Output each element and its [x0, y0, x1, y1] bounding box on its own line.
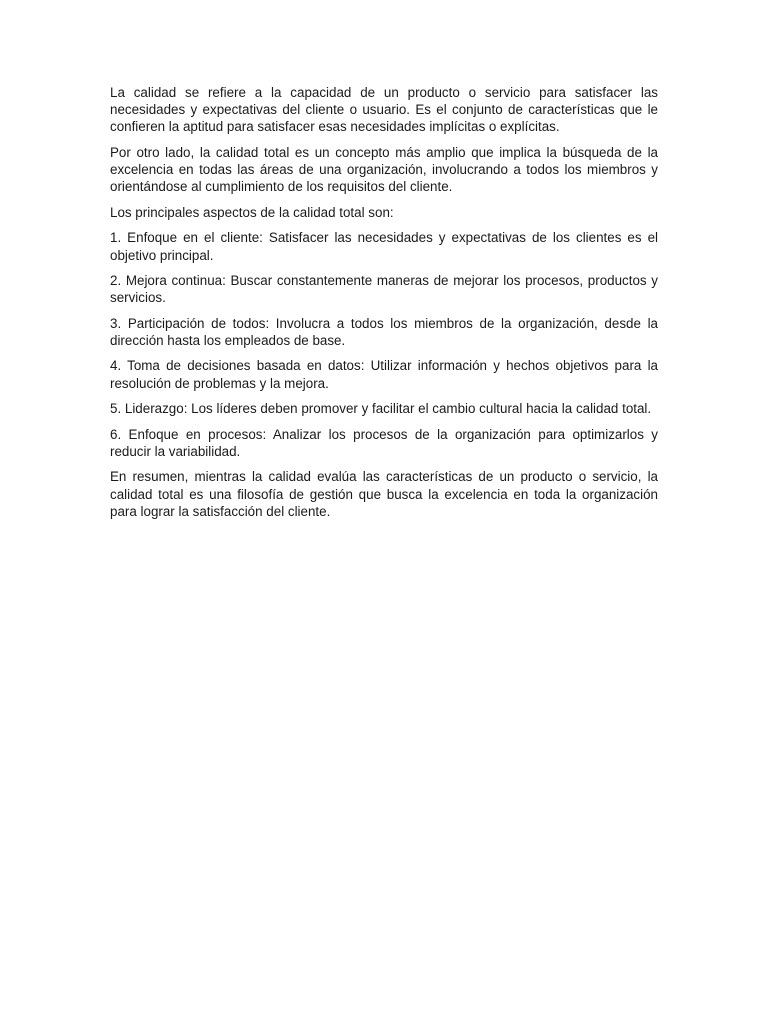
intro-paragraph-total-quality: Por otro lado, la calidad total es un concepto más amplio que implica la búsqueda de la excelencia en todas las áreas de una organización, involucrando a todos los miembros y orientándose al cumplimiento de los requisitos del cliente.: [110, 144, 658, 195]
list-intro-paragraph: Los principales aspectos de la calidad total son:: [110, 204, 394, 220]
list-item-participation: 3. Participación de todos: Involucra a todos los miembros de la organización, desde la dirección hasta los empleados de base.: [110, 315, 658, 348]
list-item-process-focus: 6. Enfoque en procesos: Analizar los procesos de la organización para optimizarlos y reducir la variabilidad.: [110, 426, 658, 459]
summary-paragraph: En resumen, mientras la calidad evalúa las características de un producto o servicio, la calidad total es una filosofía de gestión que busca la excelencia en toda la organización para lograr la satisfacción del cliente.: [110, 469, 658, 519]
list-item-continuous-improvement: 2. Mejora continua: Buscar constantemente maneras de mejorar los procesos, productos y servicios.: [110, 273, 658, 306]
list-item-data-decisions: 4. Toma de decisiones basada en datos: Utilizar información y hechos objetivos para la resolución de problemas y la mejora.: [110, 358, 658, 391]
document-body: [110, 84, 658, 528]
list-item-leadership: 5. Liderazgo: Los líderes deben promover y facilitar el cambio cultural hacia la calidad total.: [110, 401, 652, 417]
list-item-customer-focus: 1. Enfoque en el cliente: Satisfacer las necesidades y expectativas de los clientes es el objetivo principal.: [110, 230, 658, 263]
intro-paragraph-definition: La calidad se refiere a la capacidad de un producto o servicio para satisfacer las necesidades y expectativas del cliente o usuario. Es el conjunto de características que le confieren la aptitud para satisfacer esas necesidades implícitas o explícitas.: [110, 85, 658, 135]
